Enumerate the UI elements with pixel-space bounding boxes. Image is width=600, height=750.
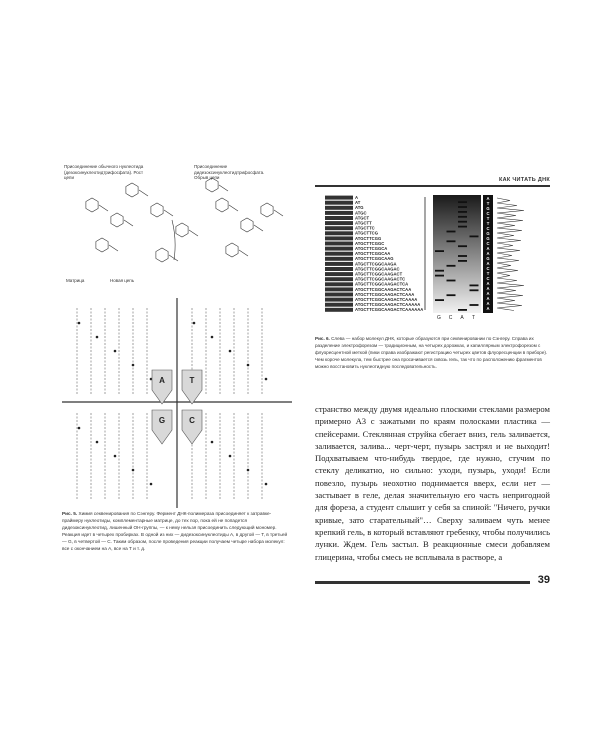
left-page	[62, 150, 292, 590]
gel-band	[447, 265, 456, 267]
gel-band	[458, 245, 467, 247]
sequence-label: ATGCTT	[355, 220, 372, 226]
read-base: A	[486, 301, 490, 306]
read-base: A	[486, 286, 490, 291]
primer-block	[325, 247, 353, 251]
terminator-dot	[132, 364, 135, 367]
read-base: A	[486, 246, 490, 251]
gel-band	[458, 260, 467, 262]
primer-block	[325, 298, 353, 302]
terminator-dot	[96, 336, 99, 339]
sequence-label: ATGCTTCGGCAAGAC	[355, 266, 400, 272]
sequence-label: ATGC	[355, 210, 367, 216]
gel-band	[470, 236, 479, 238]
terminator-dot	[229, 350, 232, 353]
sequence-label: ATGCTTCGGCAAGACT	[355, 271, 403, 277]
page-number: 39	[537, 574, 550, 586]
primer-block	[325, 303, 353, 307]
primer-block	[325, 211, 353, 215]
chem-bond	[189, 230, 198, 236]
figure-6-svg	[325, 195, 540, 320]
sequence-label: ATGCTTCG	[355, 230, 378, 236]
sequence-label: ATGCTTCGGCAAG	[355, 256, 394, 262]
gel-band	[458, 226, 467, 228]
tube-label: C	[189, 416, 195, 425]
figure-5-text: Химия секвенирования по Сэнгеру. Фермент ДНК-полимераза присоединяет к затравке-праймеру нуклеотиды, комплементарные матрице, до тех пор, пока ей не попадется дидезоксинуклеотид, лишенный OH-группы, — к нему нельзя присоединить следующий мономер. Реакция идет в четырех пробирках. В одной из них — дидезоксинуклеотиды A, в другой — T, в третьей — G, в четвертой — C. Таким образом, после проведения реакции получаем четыре набора молекул: все с окончанием на A, все на T и т. д.	[62, 511, 288, 551]
gel-band	[447, 240, 456, 242]
read-base: A	[486, 281, 490, 286]
terminator-dot	[247, 469, 250, 472]
sequence-label: ATGCTTCGGCAAGACTC	[355, 276, 406, 282]
terminator-dot	[96, 441, 99, 444]
primer-block	[325, 262, 353, 266]
chem-bond	[169, 255, 178, 261]
chem-ring	[261, 203, 273, 217]
gel-band	[458, 309, 467, 311]
primer-block	[325, 267, 353, 271]
sequence-label: ATGCTTCGGCA	[355, 246, 388, 251]
sequence-label: ATGCTTCGG	[355, 235, 382, 241]
gel-band	[458, 211, 467, 213]
chem-bond	[109, 245, 118, 251]
chem-bond	[239, 250, 248, 256]
chem-bond	[99, 205, 108, 211]
right-page	[315, 177, 550, 586]
figure-5-caption	[62, 510, 292, 552]
primer-block	[325, 272, 353, 276]
chem-bond	[229, 205, 238, 211]
gel-band	[435, 299, 444, 301]
primer-block	[325, 252, 353, 256]
read-base: C	[486, 241, 490, 246]
primer-block	[325, 231, 353, 235]
primer-block	[325, 226, 353, 230]
terminator-dot	[265, 483, 268, 486]
primer-block	[325, 287, 353, 291]
gel-band	[458, 216, 467, 218]
tubes-svg	[62, 298, 292, 508]
figure-6-caption	[315, 335, 550, 370]
chem-label-termination: Присоединение дидезоксинуклеотидтрифосфата. Обрыв цепи	[194, 164, 265, 180]
sequence-label: ATGCT	[355, 215, 370, 221]
read-base: C	[486, 266, 490, 271]
primer-block	[325, 216, 353, 220]
running-head: КАК ЧИТАТЬ ДНК	[498, 177, 550, 183]
chem-bond	[164, 210, 173, 216]
chem-bond	[274, 210, 283, 216]
figure-6-label: Рис. 6.	[315, 336, 330, 341]
sequence-label: ATGCTTCGGCAAGA	[355, 261, 397, 267]
gel-band	[470, 304, 479, 306]
gel-band	[447, 231, 456, 233]
read-base: G	[486, 236, 490, 241]
terminator-dot	[132, 469, 135, 472]
gel-band	[470, 289, 479, 291]
primer-block	[325, 201, 353, 205]
terminator-dot	[114, 350, 117, 353]
chem-bond	[124, 220, 133, 226]
sequence-label: AT	[355, 200, 361, 206]
gel-band	[447, 294, 456, 296]
read-base: G	[486, 231, 490, 236]
sequence-label: ATG	[355, 205, 364, 211]
sequence-label: ATGCTTCGGCAAGACTCAAAA	[355, 297, 418, 302]
gel-background	[433, 195, 481, 313]
primer-block	[325, 277, 353, 281]
terminator-dot	[265, 378, 268, 381]
read-base: A	[486, 261, 490, 266]
terminator-dot	[193, 322, 196, 325]
primer-block	[325, 282, 353, 286]
terminator-dot	[78, 427, 81, 430]
gel-band	[458, 201, 467, 203]
primer-block	[325, 293, 353, 297]
sequence-label: A	[355, 195, 359, 200]
gel-band	[458, 255, 467, 257]
tube-label: A	[159, 376, 165, 385]
gel-band	[435, 250, 444, 252]
chem-ring	[226, 243, 238, 257]
read-base: T	[486, 271, 490, 276]
sequence-label: ATGCTTCGGCAAGACTCAAAAAA	[355, 307, 424, 313]
tube-label: T	[189, 376, 195, 385]
chem-ring	[176, 223, 188, 237]
gel-band	[447, 280, 456, 282]
read-base: T	[486, 216, 490, 221]
read-base: G	[486, 206, 490, 211]
read-base: A	[486, 251, 490, 256]
primer-block	[325, 206, 353, 210]
gel-band	[435, 275, 444, 277]
figure-5-label: Рис. 5.	[62, 511, 78, 516]
chem-ring	[156, 248, 168, 262]
read-base: C	[486, 276, 490, 281]
lane-label: T	[471, 315, 476, 320]
terminator-dot	[150, 483, 153, 486]
electropherogram-peaks	[497, 198, 524, 311]
primer-block	[325, 308, 353, 312]
read-base: A	[486, 196, 490, 201]
chem-ring	[96, 238, 108, 252]
read-base: G	[486, 256, 490, 261]
chem-ring	[86, 198, 98, 212]
terminator-dot	[114, 455, 117, 458]
read-base: T	[486, 221, 490, 226]
chem-ring	[241, 218, 253, 232]
sequence-label: ATGCTTC	[355, 225, 375, 231]
read-base: C	[486, 211, 490, 216]
read-base: A	[486, 291, 490, 296]
chem-label-new-strand: Новая цепь	[110, 278, 135, 283]
gel-band	[458, 206, 467, 208]
reaction-arrow	[172, 220, 175, 260]
primer-block	[325, 221, 353, 225]
lane-label: A	[460, 315, 464, 320]
tube-label: G	[158, 416, 166, 425]
terminator-dot	[211, 336, 214, 339]
chemistry-illustration	[62, 150, 292, 290]
chem-ring	[126, 183, 138, 197]
terminator-dot	[229, 455, 232, 458]
chem-label-growth: Присоединение обычного нуклеотида (дезоксинуклеотидтрифосфата). Рост цепи	[64, 164, 144, 180]
sequence-label: ATGCTTCGGC	[355, 240, 385, 246]
footer-rule	[315, 581, 530, 584]
terminator-dot	[78, 322, 81, 325]
sequence-label: ATGCTTCGGCAAGACTCAAAAA	[355, 302, 421, 308]
read-base: A	[486, 306, 490, 311]
read-base: A	[486, 296, 490, 301]
primer-block	[325, 257, 353, 261]
chemical-structures	[62, 150, 292, 290]
sequence-label: ATGCTTCGGCAA	[355, 251, 391, 257]
chem-ring	[111, 213, 123, 227]
sanger-tubes-diagram	[62, 298, 292, 646]
chem-ring	[151, 203, 163, 217]
sequence-label: ATGCTTCGGCAAGACTCA	[355, 281, 409, 287]
chem-bond	[139, 190, 148, 196]
figure-6-illustration	[325, 195, 540, 320]
read-base: T	[486, 201, 490, 206]
read-base: C	[486, 226, 490, 231]
primer-block	[325, 242, 353, 246]
lane-label: C	[448, 315, 453, 320]
lane-label: G	[437, 315, 441, 320]
sequence-label: ATGCTTCGGCAAGACTCAA	[355, 286, 412, 292]
primer-block	[325, 196, 353, 200]
chem-bond	[219, 185, 228, 191]
gel-band	[435, 270, 444, 272]
chem-ring	[206, 178, 218, 192]
figure-6-text: Слева — набор молекул ДНК, которые образуются при секвенировании по Сэнгеру. Справа их разделение электрофорезом — традиционным, на четырех дорожках, и капиллярным электрофорезом с флуоресцентной меткой (пики справа изображают регистрацию четырех цветов флуоресценции в приборе). Чем короче молекула, тем быстрее она просачивается сквозь гель, так что по расположению фрагментов можно восстановить нуклеотидную последовательность.	[315, 336, 548, 369]
chem-ring	[216, 198, 228, 212]
gel-band	[458, 221, 467, 223]
terminator-dot	[247, 364, 250, 367]
gel-band	[470, 285, 479, 287]
body-paragraph: странство между двумя идеально плоскими стеклами размером примерно А3 с зажатыми по краям полосками пластика — спейсерами. Стеклянная струйка сбегает вниз, гель заливается, заливается, залива... черт-черт, пузырь застрял и не выходит! Подхватываем что-нибудь твердое, где нужно, стучим по стеклу деликатно, но сильно: уходи, пузырь, уходи! Если повезло, пузырь неохотно поднимается вверх, если нет — застывает в геле, делая значительную его часть непригодной для фореза, а студент слышит у себя за спиной: "Ничего, ручки кривые, зато старательный"… Сверху заливаем чуть менее крепкий гель, в который вставляют гребенку, чтобы получились лунки. Ждем. Гель застыл. В реакционные смеси добавляем глицерина, чтобы смесь не всплывала в растворе, а	[315, 404, 550, 562]
primer-block	[325, 236, 353, 240]
body-text	[315, 403, 550, 563]
chem-bond	[254, 225, 263, 231]
header-rule	[315, 185, 550, 187]
terminator-dot	[211, 441, 214, 444]
sequence-label: ATGCTTCGGCAAGACTCAAA	[355, 291, 415, 297]
chem-label-template: Матрица	[66, 278, 85, 283]
